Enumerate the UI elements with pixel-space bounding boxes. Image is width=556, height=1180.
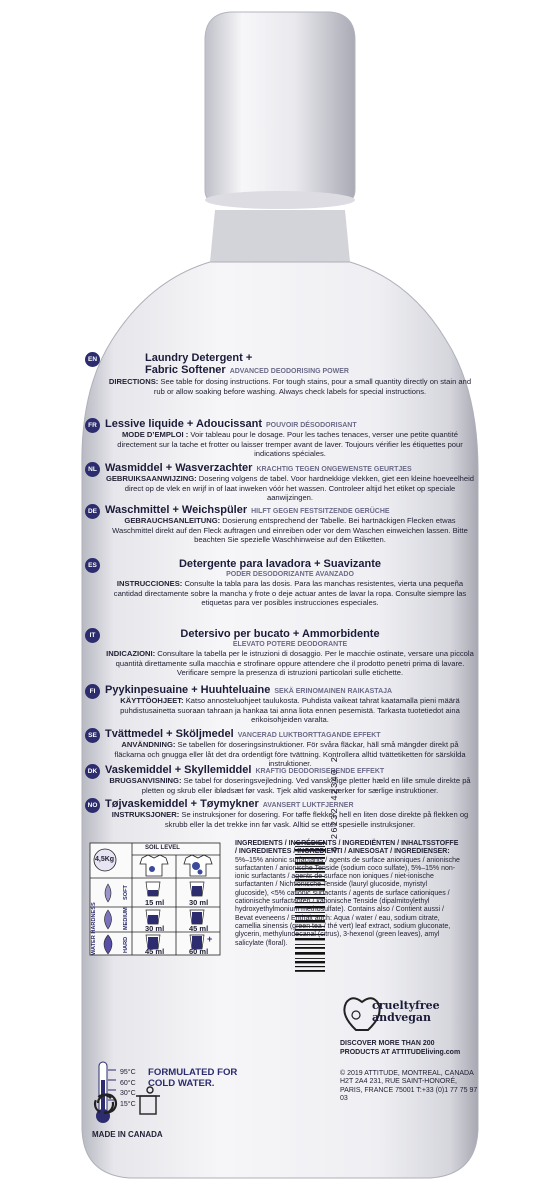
temp-15: 15°C [120,1100,136,1108]
temp-95: 95°C [120,1069,136,1076]
section-title: Laundry Detergent + [145,352,253,364]
temp-60: 60°C [120,1079,136,1087]
dose-hard-1: 45 ml [145,947,165,956]
dose-medium-2: 45 ml [189,924,209,933]
language-badge: IT [85,628,100,643]
dose-medium-1: 30 ml [145,924,165,933]
section-title: Lessive liquide + Adoucissant POUVOIR DÉSODORISANT [105,418,357,430]
language-badge: NL [85,462,100,477]
language-badge: FI [85,684,100,699]
ingredients [235,840,460,948]
section-body: GEBRAUCHSANLEITUNG: Dosierung entsprechend der Tabelle. Bei hartnäckigen Flecken etwas Waschmittel direkt auf den Fleck auftragen und einreiben oder vor dem Waschen einweichen lassen. Bitte beachten Sie spezielle Waschhinweise auf den Etiketten. [112,516,468,545]
section-title: Detersivo per bucato + Ammorbidente [180,628,380,640]
section-body: MODE D’EMPLOI : Voir tableau pour le dosage. Pour les taches tenaces, verser une petite quantité directement sur la tache et frotter ou laisser tremper avant de laver. Toujours vérifier les étiquettes pour indications spéciales. [117,430,463,459]
language-badge: EN [85,352,100,367]
soil-level-label: SOIL LEVEL [145,845,180,851]
hardness-soft: SOFT [123,885,129,900]
language-badge: FR [85,418,100,433]
section-title: Tøjvaskemiddel + Tøymykner AVANSERT LUKTFJERNER [105,798,354,810]
language-badge: SE [85,728,100,743]
hardness-medium: MEDIUM [123,907,129,930]
section-title: Vaskemiddel + Skyllemiddel KRAFTIG DEODORISERENDE EFFEKT [105,764,385,776]
section-body: GEBRUIKSAANWIJZING: Dosering volgens de tabel. Voor hardnekkige vlekken, giet een kleine hoeveelheid direct op de vlek en wrijf in of laat inweken vóór het wassen. Controleer altijd het etiket op speciale aanwijzingen. [105,474,475,503]
made-in-canada: MADE IN CANADA [92,1130,163,1139]
language-badge: NO [85,798,100,813]
section-body: INSTRUCCIONES: Consulte la tabla para las dosis. Para las manchas resistentes, vierta una pequeña cantidad directamente sobre la mancha y frote o deje actuar antes de lavar la ropa. Consulte siempre las etiquetas para ver posibles instrucciones especiales. [113,579,467,608]
company-address: © 2019 ATTITUDE, MONTREAL, CANADA H2T 2A4 231, RUE SAINT-HONORÉ, PARIS, FRANCE 75001 T:+33 (0)1 77 75 97 03 [340,1070,478,1102]
section-subtitle: ELEVATO POTERE DEODORANTE [232,641,348,648]
section-subtitle: PODER DESODORIZANTE AVANZADO [226,571,354,578]
language-badge: ES [85,558,100,573]
svg-text:+: + [207,934,213,944]
section-body: BRUGSANVISNING: Se tabel for doseringsvejledning. Ved vanskelige pletter hæld en lille smule direkte på pletten og skrub eller iblødsæt før vask. Tjek altid vaskemærker for særlige instruktioner. [109,776,471,795]
load-weight: 4,5Kg [95,856,115,863]
ingredients-text: 5%–15% anionic surfactants / agents de surface anioniques / anionische surfactanten / anionische Tenside (sodium coco sulfate), 5%–15% non-ionic surfactants / agents de surface non ioniques / niet-ionische surfactanten / Nichtionische Tenside (lauryl glucoside, myristyl glucoside), <5% cationic surfactants / agents de surface cationiques / cationische surfactanten / kationische Tenside (dipalmitoylethyl hydroxyethylmonium methosulfate). Contains also / Contient aussi / Bevat eveneens / Enthält auch: Aqua / water / eau, sodium citrate, camellia sinensis (green tea / thé vert) leaf extract, sodium gluconate, glycerin, methylundecanal (citrus), 3-hexenol (green leaves), amyl salicylate (floral). [235,856,460,947]
section-body: INSTRUKSJONER: Se instruksjoner for dosering. For tøffe flekker, hell en liten dose direkte på flekken og skrubb eller la det trekke inn før vask. Alltid se etter spesielle instruksjoner. [111,810,469,829]
section-en [85,352,475,422]
section-body: INDICAZIONI: Consultare la tabella per le istruzioni di dosaggio. Per le macchie ostinate, versare una piccola quantità direttamente sulla macchia e strofinare oppure attendere che il prodotto penetri prima di lavare. Verificare sempre la presenza di istruzioni particolari sulle etichette. [106,649,474,678]
ingredients-heading: INGREDIENTS / INGRÉDIENTS / INGREDIËNTEN / INHALTSSTOFFE / INGREDIENTES / INGREDIENTI / AINESOSAT / INGREDIENSER: [235,840,459,856]
section-title: Waschmittel + Weichspüler HILFT GEGEN FESTSITZENDE GERÜCHE [105,504,390,516]
cruelty-free-logo [372,1000,440,1024]
section-title-2: Fabric Softener ADVANCED DEODORISING POWER [145,364,349,376]
temp-30: 30°C [120,1090,136,1097]
temperature-scale [120,1068,136,1110]
section-body: ANVÄNDNING: Se tabellen för doseringsinstruktioner. För svåra fläckar, häll små mängder direkt på fläckarna och gnugga eller låt det dra ordentligt före tvättning. Kontrollera alltid tvättetiketten för särskilda instruktioner. [114,740,466,769]
hardness-hard: HARD [123,936,129,953]
section-body: KÄYTTÖOHJEET: Katso annosteluohjeet taulukosta. Puhdista vaikeat tahrat kaatamalla pieni määrä puhdistusainetta suoraan tahraan ja hankaa tai anna liota ennen pesemistä. Tarkasta tuotetiedot aina erikoisohjeiden varalta. [120,696,460,725]
dose-soft-1: 15 ml [145,898,165,907]
section-title: Wasmiddel + Wasverzachter KRACHTIG TEGEN ONGEWENSTE GEURTJES [105,462,412,474]
section-title: Tvättmedel + Sköljmedel VANCERAD LUKTBORTTAGANDE EFFEKT [105,728,381,740]
discover-text: DISCOVER MORE THAN 200 PRODUCTS AT ATTITUDEliving.com [340,1040,461,1056]
dose-soft-2: 30 ml [189,898,209,907]
dose-hard-2: 60 ml [189,947,209,956]
section-title: Pyykinpesuaine + Huuhteluaine SEKÄ ERINOMAINEN RAIKASTAJA [105,684,393,696]
section-title: Detergente para lavadora + Suavizante [178,558,382,570]
cruelty-line-1: crueltyfree [372,999,440,1012]
water-hardness-label: WATER HARDNESS [91,902,97,955]
cruelty-line-2: andvegan [372,1011,432,1024]
section-body: DIRECTIONS: See table for dosing instructions. For tough stains, pour a small quantity directly on stain and rub or allow soaking before washing. Always check labels for special instructions. [108,377,472,396]
language-badge: DE [85,504,100,519]
bottle-cap [205,12,355,204]
language-badge: DK [85,764,100,779]
barcode-number: 6 26232 42340 2 [330,755,340,852]
formulated-cold-water: FORMULATED FOR COLD WATER. [148,1067,238,1089]
